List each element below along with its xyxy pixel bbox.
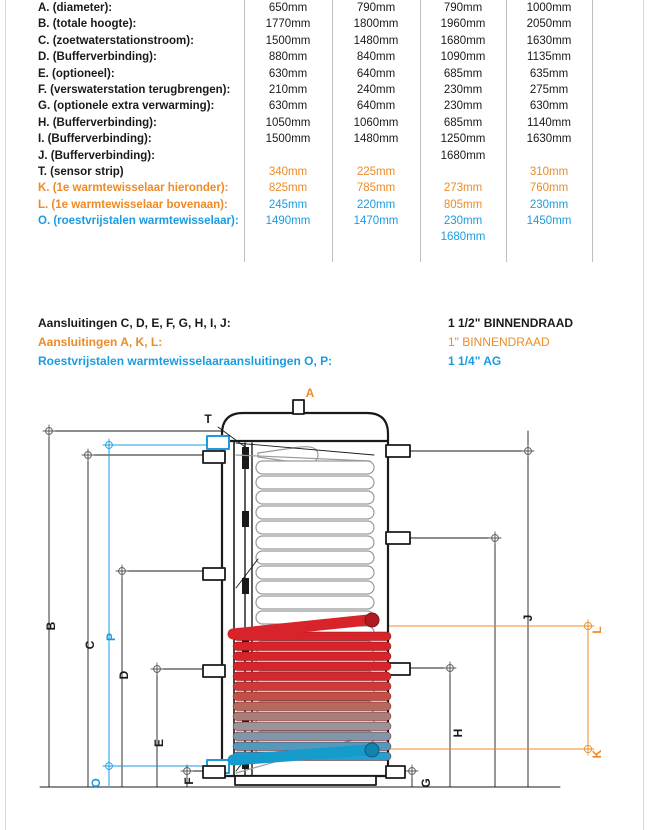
spec-cell: 210mm [268,83,308,96]
connection-label: Aansluitingen A, K, L: [38,334,163,349]
spec-row [8,66,638,82]
top-connection-A [293,400,304,414]
spec-row [8,115,638,131]
connection-value: 1 1/4" AG [448,353,502,368]
spec-cell: 310mm [529,165,569,178]
sensor-strip-top [207,436,229,449]
spec-cell: 1630mm [526,34,572,47]
heat-exchanger-coil [233,613,391,761]
spec-row [8,131,638,147]
spec-cell: 630mm [268,100,308,113]
spec-row-label: I. (Bufferverbinding): [38,133,152,146]
spec-cell: 760mm [529,182,569,195]
connection-value: 1" BINNENDRAAD [448,334,550,349]
connection-row [38,313,638,332]
spec-cell: 225mm [356,165,396,178]
table-divider-2 [332,0,333,262]
spec-cell: 1500mm [265,133,311,146]
orange-dimension-lines [385,626,588,749]
dim-label-B: B [44,621,58,631]
spec-cell: 1630mm [526,133,572,146]
spec-cell: 640mm [356,67,396,80]
spec-cell: 1480mm [353,133,399,146]
spec-cell: 1060mm [353,116,399,129]
spec-cell: 2050mm [526,18,572,31]
spec-cell: 1250mm [440,133,486,146]
spec-cell: 1135mm [527,51,571,64]
spec-cell: 790mm [356,2,396,14]
spec-row [8,197,638,213]
spec-cell: 785mm [356,182,396,195]
spec-cell: 1680mm [440,231,486,244]
spec-cell: 275mm [529,83,569,96]
spec-row-label: B. (totale hoogte): [38,18,137,31]
spec-row [8,180,638,196]
tank-base [235,776,376,785]
spec-cell: 230mm [443,100,483,113]
spec-cell: 240mm [356,83,396,96]
spec-cell: 840mm [356,51,396,64]
spec-cell: 630mm [268,67,308,80]
spec-cell: 685mm [443,116,483,129]
spec-cell: 1800mm [353,18,399,31]
spec-cell: 230mm [443,83,483,96]
spec-row-label: T. (sensor strip) [38,165,124,178]
spec-cell: 1090mm [440,51,486,64]
spec-row-label: C. (zoetwaterstationstroom): [38,34,194,47]
spec-cell: 685mm [443,67,483,80]
spec-cell: 630mm [529,100,569,113]
spec-row [8,0,638,16]
dim-label-D: D [117,670,131,680]
dim-label-P: P [104,632,118,642]
spec-row-label: L. (1e warmtewisselaar bovenaan): [38,198,228,211]
spec-cell: 825mm [268,182,308,195]
spec-cell: 880mm [268,51,308,64]
spec-cell: 1960mm [440,18,486,31]
spec-row-label: H. (Bufferverbinding): [38,116,157,129]
spec-row [8,49,638,65]
spec-row-label: J. (Bufferverbinding): [38,149,155,162]
table-divider-4 [506,0,507,262]
spec-cell: 1140mm [527,116,571,129]
spec-cell: 790mm [443,2,483,14]
spec-cell: 273mm [443,182,483,195]
spec-row-label: A. (diameter): [38,2,113,14]
spec-cell: 1490mm [265,215,311,228]
spec-cell: 650mm [268,2,308,14]
spec-row-label: F. (verswaterstation terugbrengen): [38,83,231,96]
spec-row-label: G. (optionele extra verwarming): [38,100,215,113]
specification-table [8,0,638,246]
spec-cell: 1500mm [265,34,311,47]
connection-row [38,332,638,351]
connection-row [38,351,638,370]
spec-row [8,164,638,180]
spec-cell: 805mm [443,198,483,211]
dim-label-H: H [451,728,465,738]
dim-label-E: E [152,738,166,748]
spec-cell: 1680mm [440,34,486,47]
spec-cell: 1770mm [265,18,311,31]
spec-row-label: O. (roestvrijstalen warmtewisselaar): [38,215,239,228]
spec-row [8,33,638,49]
table-divider-5 [592,0,593,262]
spec-cell: 1470mm [353,215,399,228]
dim-label-K: K [590,749,604,759]
spec-cell: 220mm [356,198,396,211]
spec-row [8,16,638,32]
spec-row [8,98,638,114]
table-divider-1 [244,0,245,262]
spec-cell: 1450mm [526,215,572,228]
dim-label-C: C [83,640,97,650]
dim-label-A: A [305,386,315,400]
spec-cell: 1680mm [440,149,486,162]
spec-row [8,148,638,164]
spec-row-label: E. (optioneel): [38,67,115,80]
spec-cell: 1000mm [526,2,572,14]
spec-row-label: K. (1e warmtewisselaar hieronder): [38,182,229,195]
connection-label: Roestvrijstalen warmtewisselaaraansluitingen O, P: [38,353,333,368]
technical-drawing [0,383,649,830]
spec-row [8,82,638,98]
table-divider-3 [420,0,421,262]
spec-cell: 1050mm [265,116,311,129]
spec-cell: 635mm [529,67,569,80]
dim-label-L: L [590,626,604,634]
spec-row [8,213,638,229]
dim-label-T: T [204,412,212,426]
dim-label-G: G [419,778,433,788]
spec-row [8,229,638,245]
spec-cell: 245mm [268,198,308,211]
spec-cell: 230mm [443,215,483,228]
connection-label: Aansluitingen C, D, E, F, G, H, I, J: [38,315,231,330]
blue-dimension-lines [109,445,230,787]
spec-cell: 340mm [268,165,308,178]
dim-label-O: O [89,778,103,788]
dim-label-J: J [521,614,535,622]
connection-notes [38,313,638,370]
spec-cell: 1480mm [353,34,399,47]
connection-value: 1 1/2" BINNENDRAAD [448,315,574,330]
spec-cell: 230mm [529,198,569,211]
dim-label-F: F [182,777,196,785]
spec-row-label: D. (Bufferverbinding): [38,51,157,64]
spec-cell: 640mm [356,100,396,113]
